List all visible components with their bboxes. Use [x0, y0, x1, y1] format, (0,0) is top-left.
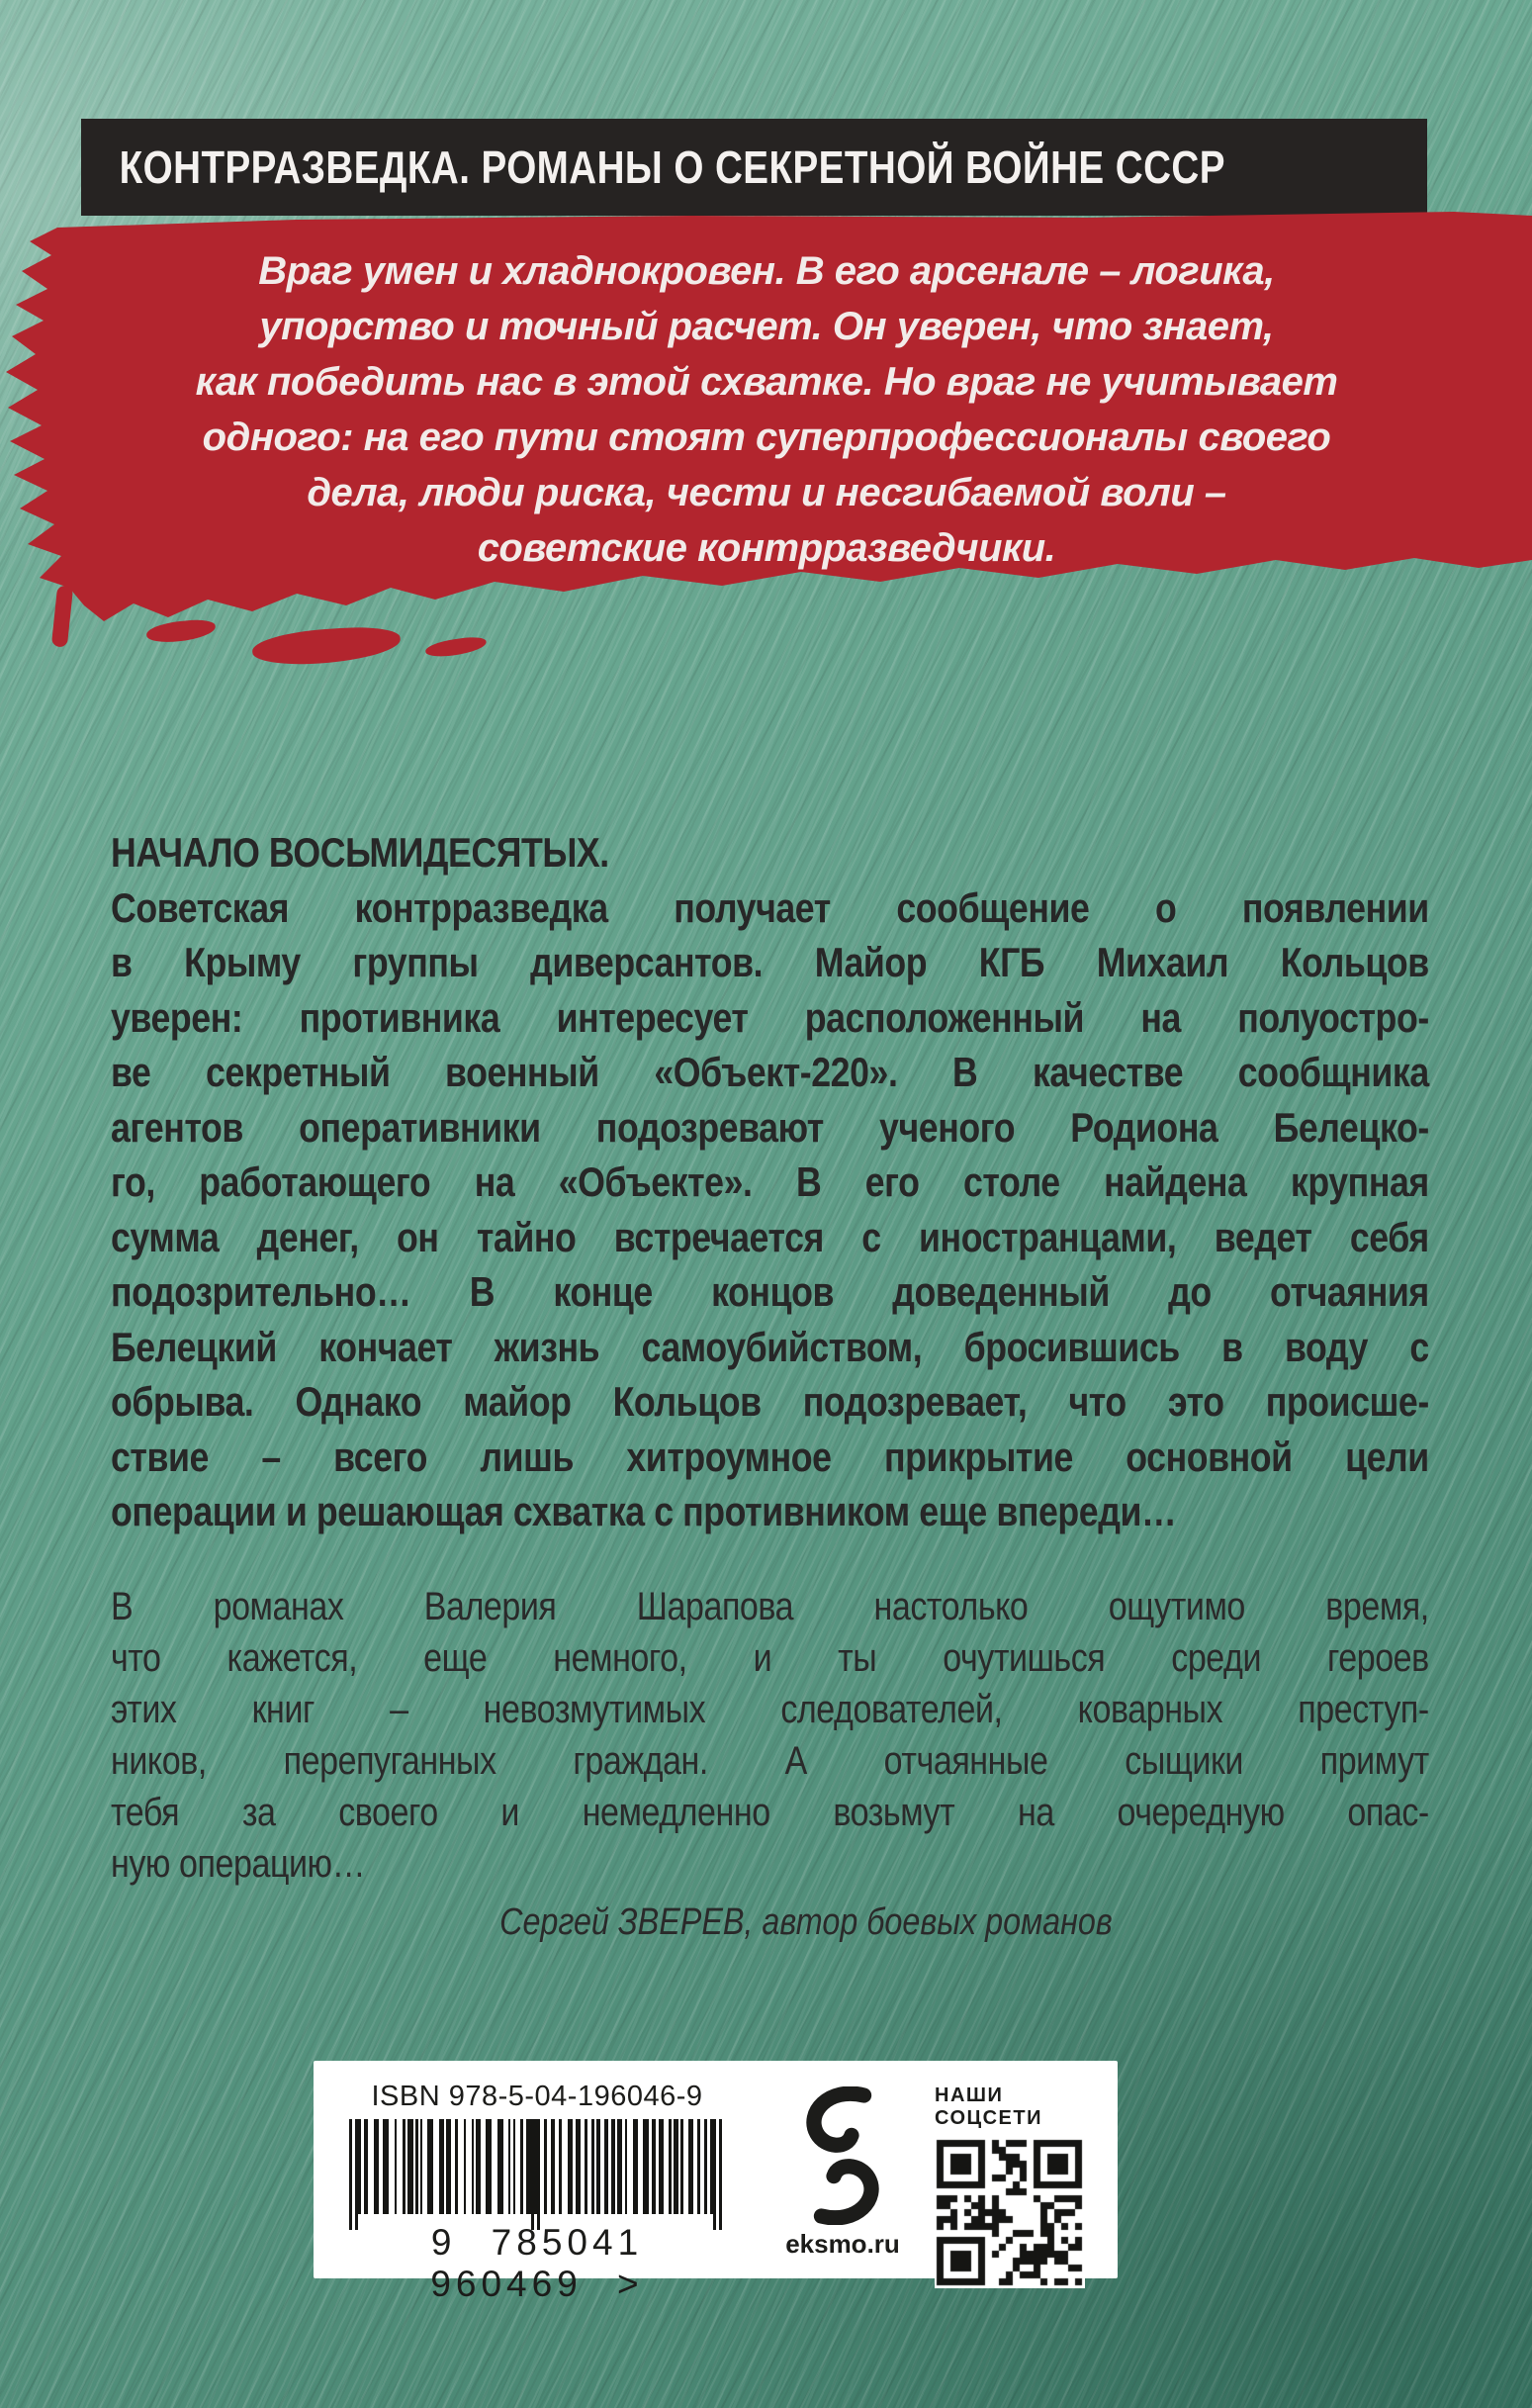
- publisher-logo-block: [764, 2086, 922, 2260]
- series-banner: [81, 119, 1427, 216]
- text-line: операции и решающая схватка с противником еще впереди…: [111, 1488, 1177, 1534]
- text-line: ную операцию…: [111, 1842, 366, 1886]
- text-line: советские контрразведчики.: [477, 526, 1056, 570]
- text-line: этих книг – невозмутимых следователей, коварных преступ-: [111, 1688, 1429, 1731]
- text-line: подозрительно… В конце концов доведенный до отчаяния: [111, 1268, 1429, 1315]
- qr-code: [935, 2138, 1085, 2288]
- synopsis-body: [111, 880, 1429, 1539]
- text-line: тебя за своего и немедленно возьмут на очередную опас-: [111, 1791, 1429, 1834]
- text-line: ствие – всего лишь хитроумное прикрытие основной цели: [111, 1433, 1429, 1480]
- paint-splatter: [145, 617, 217, 644]
- text-line: как победить нас в этой схватке. Но враг не учитывает: [195, 360, 1338, 404]
- text-line: что кажется, еще немного, и ты очутишься среди героев: [111, 1636, 1429, 1680]
- text-line: Советская контрразведка получает сообщение о появлении: [111, 883, 1429, 931]
- quote-body: [111, 1581, 1429, 1890]
- text-line: агентов оперативники подозревают ученого Родиона Белецко-: [111, 1103, 1429, 1151]
- text-line: го, работающего на «Объекте». В его столе найдена крупная: [111, 1158, 1429, 1205]
- paint-drip: [51, 585, 73, 647]
- review-quote: [111, 1581, 1429, 1947]
- text-line: дела, люди риска, чести и несгибаемой воли –: [307, 471, 1226, 514]
- text-line: Враг умен и хладнокровен. В его арсенале – логика,: [258, 249, 1275, 293]
- text-line: уверен: противника интересует расположенный на полуостро-: [111, 993, 1429, 1041]
- text-line: сумма денег, он тайно встречается с иностранцами, ведет себя: [111, 1213, 1429, 1260]
- barcode: [349, 2119, 725, 2236]
- text-line: одного: на его пути стоят суперпрофессионалы своего: [202, 416, 1331, 459]
- text-line: ников, перепуганных граждан. А отчаянные сыщики примут: [111, 1739, 1429, 1783]
- text-line: В романах Валерия Шарапова настолько ощутимо время,: [111, 1585, 1429, 1628]
- isbn-block: [349, 2081, 725, 2305]
- paint-splatter: [251, 624, 402, 668]
- synopsis-heading: НАЧАЛО ВОСЬМИДЕСЯТЫХ.: [111, 829, 609, 876]
- quote-attribution: Сергей ЗВЕРЕВ, автор боевых романов: [499, 1901, 1113, 1943]
- text-line: обрыва. Однако майор Кольцов подозревает, что это происше-: [111, 1378, 1429, 1425]
- socials-block: [935, 2084, 1099, 2288]
- text-line: упорство и точный расчет. Он уверен, что знает,: [259, 305, 1274, 348]
- text-line: Белецкий кончает жизнь самоубийством, бросившись в воду с: [111, 1323, 1429, 1370]
- barcode-digits: 9 785041 960469 >: [430, 2222, 644, 2304]
- text-line: в Крыму группы диверсантов. Майор КГБ Михаил Кольцов: [111, 939, 1429, 985]
- paint-splatter: [424, 635, 488, 659]
- socials-label: НАШИ СОЦСЕТИ: [935, 2084, 1042, 2129]
- publisher-info-box: [314, 2061, 1118, 2304]
- eksmo-logo-icon: [795, 2086, 890, 2225]
- text-line: ве секретный военный «Объект-220». В качестве сообщника: [111, 1049, 1429, 1095]
- series-banner-title: КОНТРРАЗВЕДКА. РОМАНЫ О СЕКРЕТНОЙ ВОЙНЕ СССР: [119, 141, 1225, 193]
- isbn-number: ISBN 978-5-04-196046-9: [371, 2081, 703, 2112]
- synopsis: [111, 825, 1429, 1539]
- teaser-text: [79, 243, 1454, 576]
- publisher-site: eksmo.ru: [785, 2229, 900, 2259]
